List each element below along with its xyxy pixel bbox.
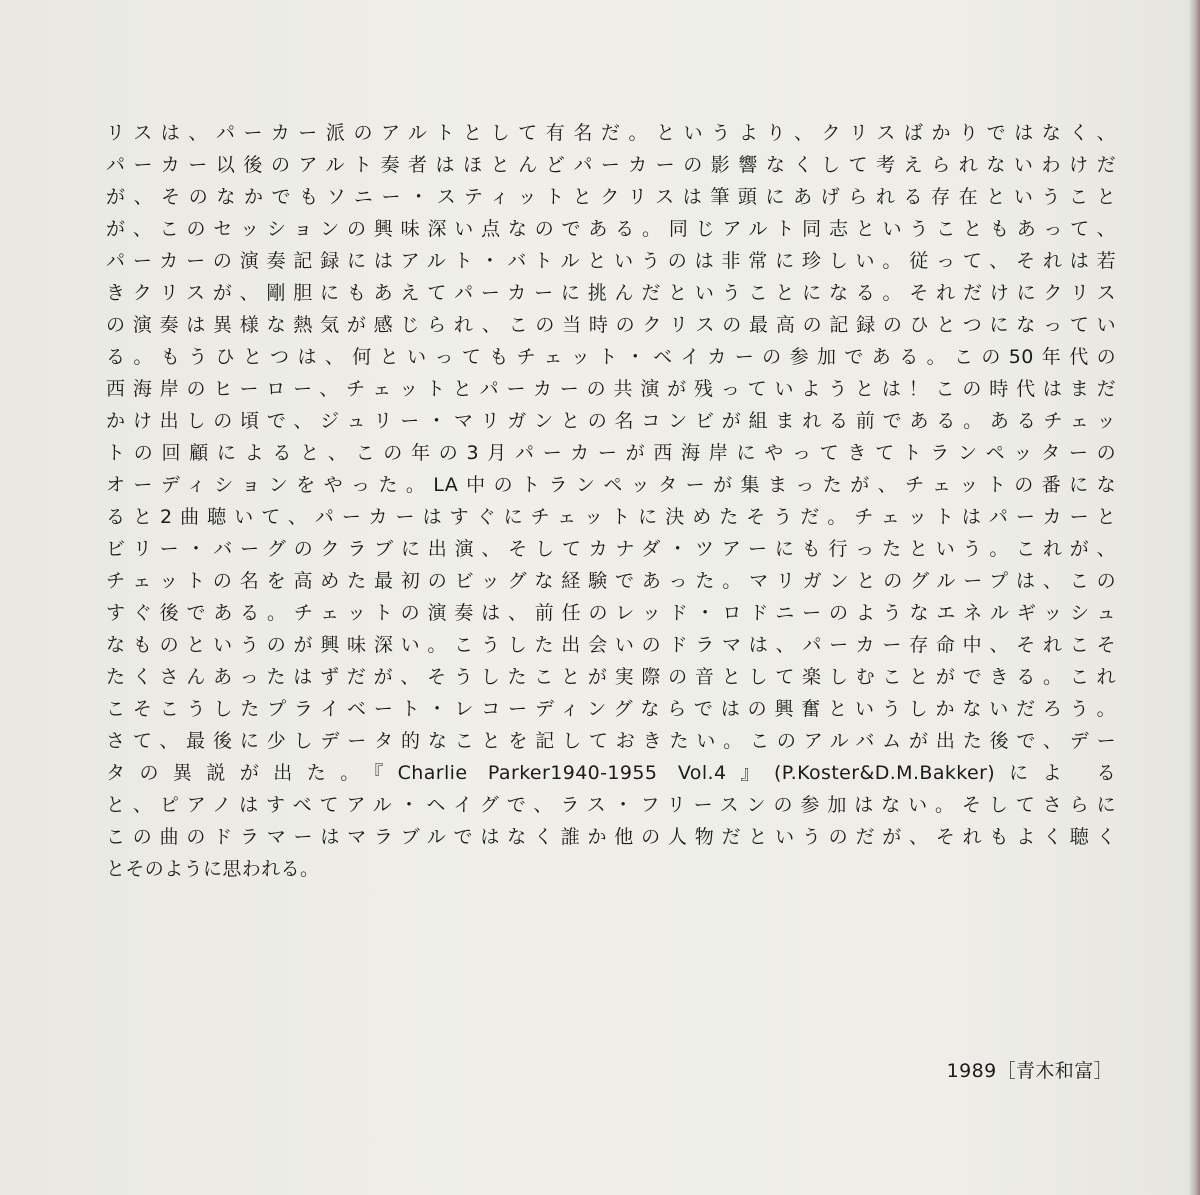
text-line: なものというのが興味深い。こうした出会いのドラマは、パーカー存命中、それこそ xyxy=(106,634,1116,656)
text-line: る。もうひとつは、何といってもチェット・ベイカーの参加である。この50年代の xyxy=(106,346,1116,368)
text-line: オーディションをやった。LA中のトランペッターが集まったが、チェットの番にな xyxy=(106,474,1116,496)
text-line: の演奏は異様な熱気が感じられ、この当時のクリスの最高の記録のひとつになってい xyxy=(106,314,1116,336)
text-line: かけ出しの頃で、ジュリー・マリガンとの名コンビが組まれる前である。あるチェッ xyxy=(106,410,1116,432)
text-line: トの回顧によると、この年の3月パーカーが西海岸にやってきてトランペッターの xyxy=(106,442,1116,464)
text-line: が、このセッションの興味深い点なのである。同じアルト同志ということもあって、 xyxy=(106,218,1116,240)
text-line: ビリー・バーグのクラブに出演、そしてカナダ・ツアーにも行ったという。これが、 xyxy=(106,538,1116,560)
body-text xyxy=(106,117,1116,885)
text-line: さて、最後に少しデータ的なことを記しておきたい。このアルバムが出た後で、デー xyxy=(106,730,1116,752)
text-line: たくさんあったはずだが、そうしたことが実際の音として楽しむことができる。これ xyxy=(106,666,1116,688)
text-line: すぐ後である。チェットの演奏は、前任のレッド・ロドニーのようなエネルギッシュ xyxy=(106,602,1116,624)
author-signature: 1989［青木和富］ xyxy=(946,1060,1113,1082)
text-line: こそこうしたプライベート・レコーディングならではの興奮というしかないだろう。 xyxy=(106,698,1116,720)
text-line: が、そのなかでもソニー・スティットとクリスは筆頭にあげられる存在ということ xyxy=(106,186,1116,208)
text-line: リスは、パーカー派のアルトとして有名だ。というより、クリスばかりではなく、 xyxy=(106,122,1116,144)
text-line: パーカー以後のアルト奏者はほとんどパーカーの影響なくして考えられないわけだ xyxy=(106,154,1116,176)
text-line: と、ピアノはすべてアル・ヘイグで、ラス・フリースンの参加はない。そしてさらに xyxy=(106,794,1116,816)
page-edge-shadow xyxy=(1188,0,1200,1195)
text-line: この曲のドラマーはマラブルではなく誰か他の人物だというのだが、それもよく聴く xyxy=(106,826,1116,848)
text-line-last: とそのように思われる。 xyxy=(106,858,320,880)
text-line: タの異説が出た。『Charlie Parker1940-1955 Vol.4』(P.Koster&D.M.Bakker)によ る xyxy=(106,762,1116,784)
text-line: 西海岸のヒーロー、チェットとパーカーの共演が残っていようとは！この時代はまだ xyxy=(106,378,1116,400)
text-line: きクリスが、剛胆にもあえてパーカーに挑んだということになる。それだけにクリス xyxy=(106,282,1116,304)
text-line: ると2曲聴いて、パーカーはすぐにチェットに決めたそうだ。チェットはパーカーと xyxy=(106,506,1116,528)
text-line: チェットの名を高めた最初のビッグな経験であった。マリガンとのグループは、この xyxy=(106,570,1116,592)
text-line: パーカーの演奏記録にはアルト・バトルというのは非常に珍しい。従って、それは若 xyxy=(106,250,1116,272)
